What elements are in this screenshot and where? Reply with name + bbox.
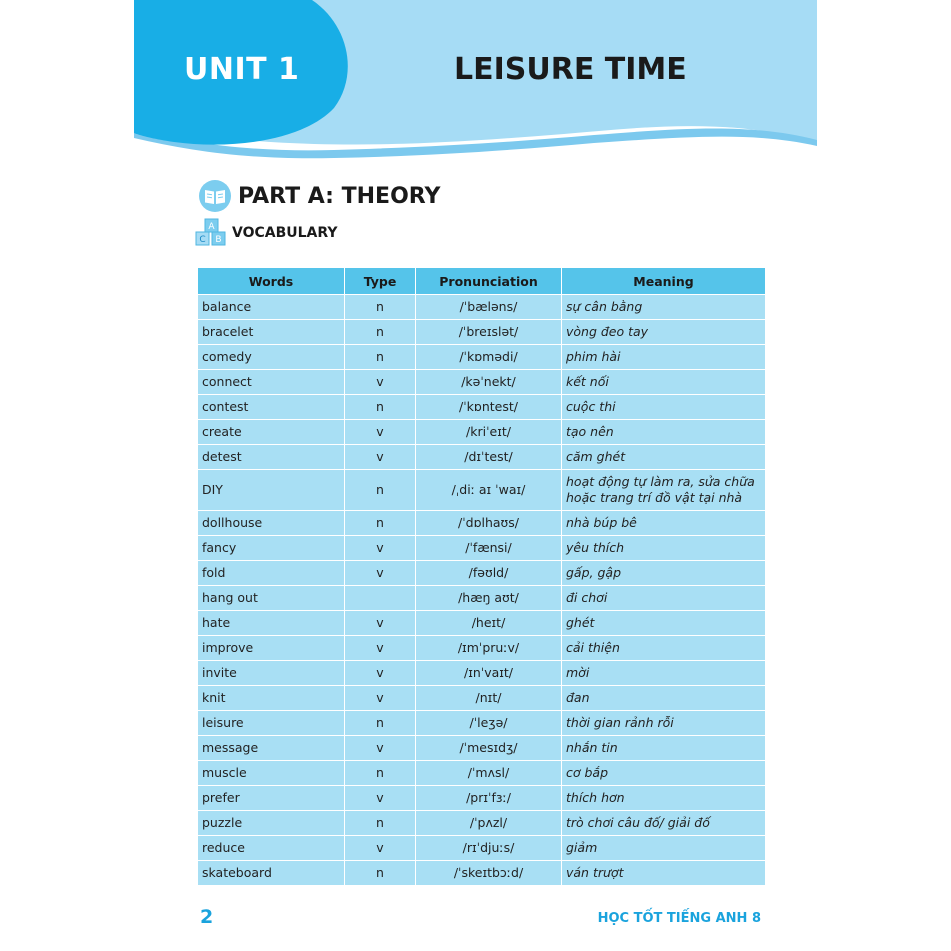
word-cell: knit — [198, 686, 345, 711]
type-cell: n — [345, 811, 416, 836]
svg-text:B: B — [215, 235, 222, 245]
pronunciation-cell: /ˈmesɪdʒ/ — [416, 736, 562, 761]
type-cell: v — [345, 561, 416, 586]
meaning-cell: thời gian rảnh rỗi — [562, 711, 766, 736]
type-cell: v — [345, 736, 416, 761]
word-cell: dollhouse — [198, 511, 345, 536]
pronunciation-cell: /kriˈeɪt/ — [416, 420, 562, 445]
type-cell: n — [345, 295, 416, 320]
pronunciation-cell: /heɪt/ — [416, 611, 562, 636]
pronunciation-cell: /ˈmʌsl/ — [416, 761, 562, 786]
table-row — [198, 736, 766, 761]
meaning-cell: hoạt động tự làm ra, sửa chữa hoặc trang trí đồ vật tại nhà — [562, 470, 766, 511]
type-cell: n — [345, 711, 416, 736]
type-cell: v — [345, 420, 416, 445]
table-row — [198, 511, 766, 536]
word-cell: hate — [198, 611, 345, 636]
type-cell: v — [345, 661, 416, 686]
pronunciation-cell: /ɪmˈpruːv/ — [416, 636, 562, 661]
meaning-cell: nhà búp bê — [562, 511, 766, 536]
meaning-cell: cải thiện — [562, 636, 766, 661]
table-row — [198, 470, 766, 511]
meaning-cell: nhắn tin — [562, 736, 766, 761]
word-cell: balance — [198, 295, 345, 320]
type-cell: n — [345, 861, 416, 886]
page-number: 2 — [200, 906, 214, 928]
meaning-cell: giảm — [562, 836, 766, 861]
type-cell: v — [345, 786, 416, 811]
word-cell: invite — [198, 661, 345, 686]
pronunciation-cell: /ˈfænsi/ — [416, 536, 562, 561]
meaning-cell: ghét — [562, 611, 766, 636]
meaning-cell: phim hài — [562, 345, 766, 370]
table-body — [198, 295, 766, 886]
pronunciation-cell: /ˌdiː aɪ ˈwaɪ/ — [416, 470, 562, 511]
word-cell: hang out — [198, 586, 345, 611]
meaning-cell: trò chơi câu đố/ giải đố — [562, 811, 766, 836]
svg-text:A: A — [208, 222, 215, 232]
vocabulary-heading — [194, 216, 338, 250]
table-row — [198, 686, 766, 711]
table-row — [198, 370, 766, 395]
word-cell: connect — [198, 370, 345, 395]
pronunciation-cell: /dɪˈtest/ — [416, 445, 562, 470]
header-words: Words — [198, 268, 345, 295]
table-row — [198, 536, 766, 561]
word-cell: message — [198, 736, 345, 761]
word-cell: prefer — [198, 786, 345, 811]
part-title: PART A: THEORY — [238, 183, 441, 209]
word-cell: muscle — [198, 761, 345, 786]
meaning-cell: sự cân bằng — [562, 295, 766, 320]
abc-blocks-icon — [194, 218, 230, 248]
pronunciation-cell: /fəʊld/ — [416, 561, 562, 586]
pronunciation-cell: /ˈskeɪtbɔːd/ — [416, 861, 562, 886]
word-cell: leisure — [198, 711, 345, 736]
meaning-cell: yêu thích — [562, 536, 766, 561]
meaning-cell: ván trượt — [562, 861, 766, 886]
word-cell: detest — [198, 445, 345, 470]
pronunciation-cell: /ˈbreɪslət/ — [416, 320, 562, 345]
type-cell: n — [345, 470, 416, 511]
unit-label: UNIT 1 — [184, 52, 300, 87]
type-cell: n — [345, 320, 416, 345]
table-row — [198, 586, 766, 611]
meaning-cell: gấp, gập — [562, 561, 766, 586]
type-cell: v — [345, 370, 416, 395]
book-icon — [198, 179, 232, 213]
meaning-cell: kết nối — [562, 370, 766, 395]
type-cell: n — [345, 395, 416, 420]
type-cell: v — [345, 445, 416, 470]
type-cell: v — [345, 636, 416, 661]
type-cell: n — [345, 761, 416, 786]
type-cell: n — [345, 511, 416, 536]
table-row — [198, 561, 766, 586]
pronunciation-cell: /nɪt/ — [416, 686, 562, 711]
word-cell: fold — [198, 561, 345, 586]
pronunciation-cell: /rɪˈdjuːs/ — [416, 836, 562, 861]
word-cell: create — [198, 420, 345, 445]
pronunciation-cell: /ˈpʌzl/ — [416, 811, 562, 836]
pronunciation-cell: /prɪˈfɜː/ — [416, 786, 562, 811]
table-row — [198, 395, 766, 420]
table-row — [198, 786, 766, 811]
word-cell: comedy — [198, 345, 345, 370]
meaning-cell: thích hơn — [562, 786, 766, 811]
type-cell: v — [345, 836, 416, 861]
meaning-cell: đan — [562, 686, 766, 711]
table-row — [198, 445, 766, 470]
meaning-cell: mời — [562, 661, 766, 686]
pronunciation-cell: /ˈleʒə/ — [416, 711, 562, 736]
table-row — [198, 861, 766, 886]
type-cell — [345, 586, 416, 611]
book-page — [134, 0, 817, 951]
vocabulary-table — [197, 267, 766, 886]
meaning-cell: vòng đeo tay — [562, 320, 766, 345]
table-row — [198, 295, 766, 320]
part-heading — [198, 176, 440, 216]
meaning-cell: cuộc thi — [562, 395, 766, 420]
type-cell: v — [345, 536, 416, 561]
table-row — [198, 761, 766, 786]
pronunciation-cell: /hæŋ aʊt/ — [416, 586, 562, 611]
pronunciation-cell: /ɪnˈvaɪt/ — [416, 661, 562, 686]
meaning-cell: đi chơi — [562, 586, 766, 611]
vocabulary-title: VOCABULARY — [232, 225, 338, 241]
table-row — [198, 611, 766, 636]
pronunciation-cell: /ˈdɒlhaʊs/ — [416, 511, 562, 536]
page-title: LEISURE TIME — [454, 52, 687, 87]
word-cell: skateboard — [198, 861, 345, 886]
word-cell: bracelet — [198, 320, 345, 345]
meaning-cell: cơ bắp — [562, 761, 766, 786]
table-row — [198, 345, 766, 370]
meaning-cell: căm ghét — [562, 445, 766, 470]
table-row — [198, 420, 766, 445]
table-row — [198, 711, 766, 736]
table-row — [198, 636, 766, 661]
table-row — [198, 811, 766, 836]
word-cell: DIY — [198, 470, 345, 511]
svg-text:C: C — [199, 235, 206, 245]
word-cell: puzzle — [198, 811, 345, 836]
header-pronunciation: Pronunciation — [416, 268, 562, 295]
pronunciation-cell: /kəˈnekt/ — [416, 370, 562, 395]
pronunciation-cell: /ˈkɒmədi/ — [416, 345, 562, 370]
header-type: Type — [345, 268, 416, 295]
word-cell: improve — [198, 636, 345, 661]
pronunciation-cell: /ˈbæləns/ — [416, 295, 562, 320]
table-row — [198, 661, 766, 686]
table-header-row — [198, 268, 766, 295]
header-meaning: Meaning — [562, 268, 766, 295]
type-cell: v — [345, 611, 416, 636]
type-cell: n — [345, 345, 416, 370]
type-cell: v — [345, 686, 416, 711]
meaning-cell: tạo nên — [562, 420, 766, 445]
word-cell: reduce — [198, 836, 345, 861]
word-cell: contest — [198, 395, 345, 420]
table-row — [198, 320, 766, 345]
pronunciation-cell: /ˈkɒntest/ — [416, 395, 562, 420]
table-row — [198, 836, 766, 861]
word-cell: fancy — [198, 536, 345, 561]
book-title: HỌC TỐT TIẾNG ANH 8 — [597, 911, 761, 926]
